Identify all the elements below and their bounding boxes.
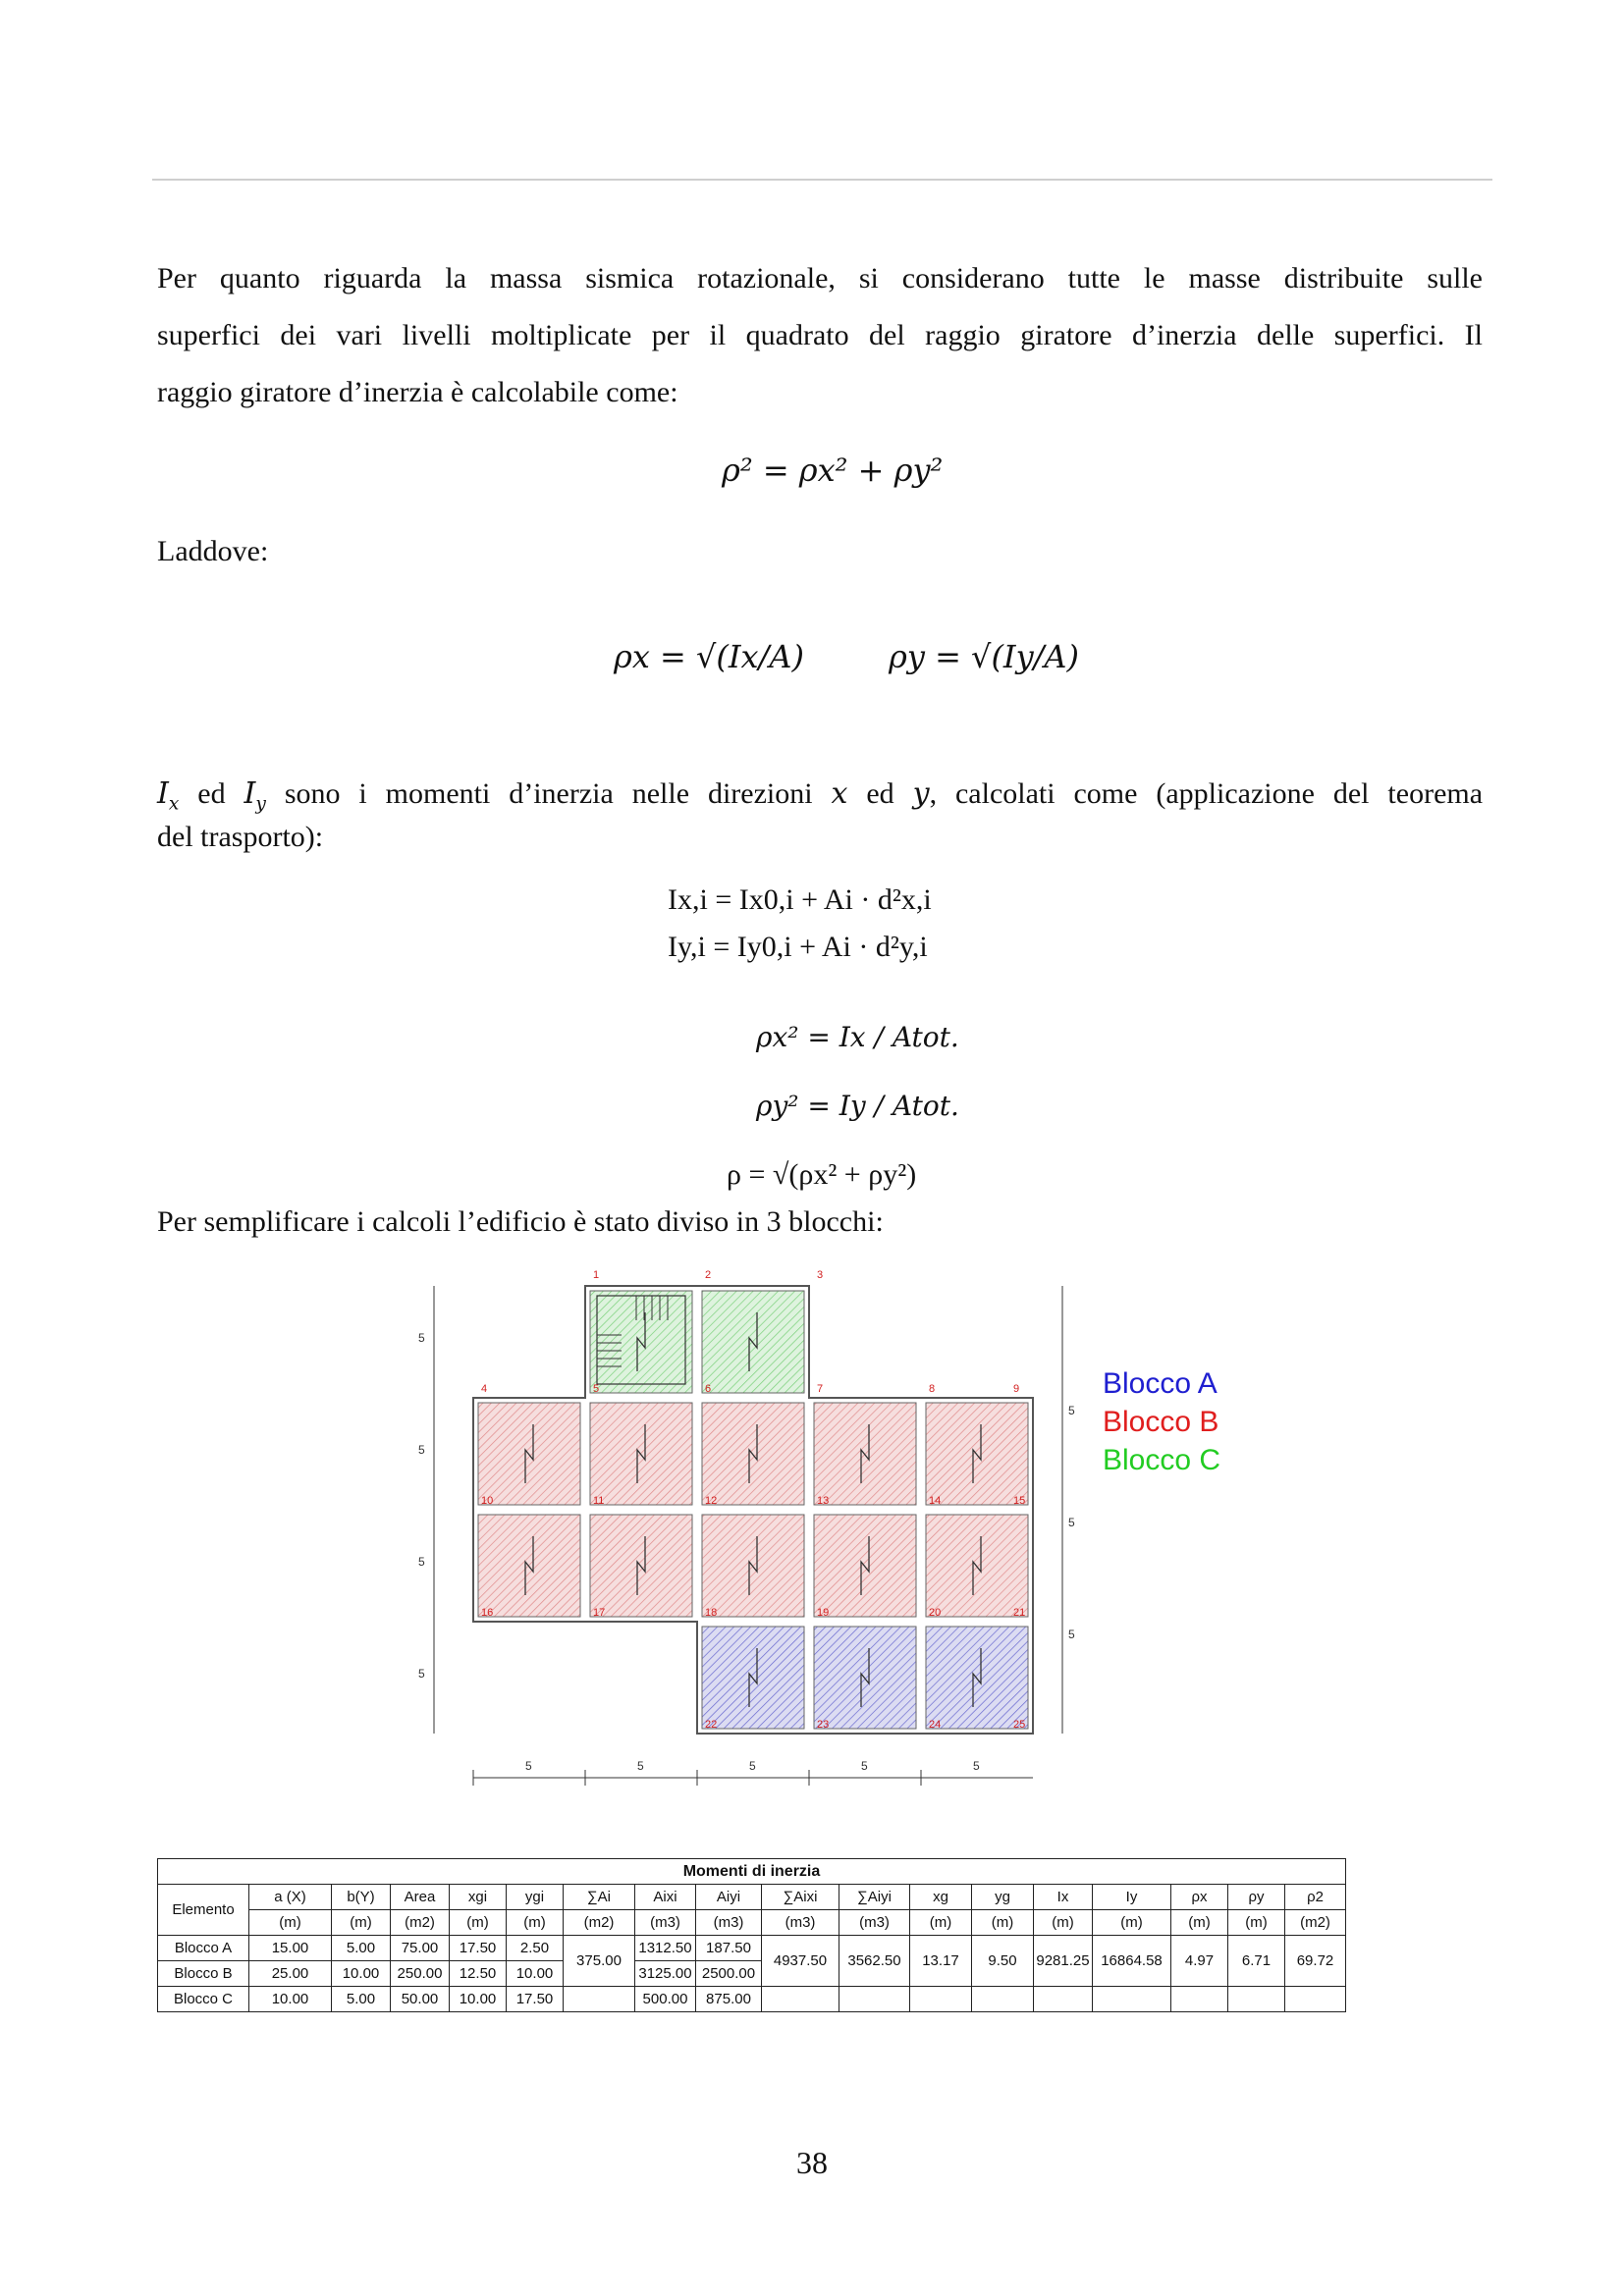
cell-sum-a: 375.00 [564,1936,635,1987]
cell-sum-ax: 4937.50 [762,1936,839,1987]
dimension-label: 5 [1068,1516,1075,1529]
cell-iy: 16864.58 [1093,1936,1171,1987]
node-label: 11 [593,1495,605,1507]
formula-rho-squared [722,452,943,489]
cell: 50.00 [391,1987,450,2012]
legend-blocco-b: Blocco B [1103,1406,1219,1438]
unit-cell: (m) [1171,1910,1228,1936]
dimension-label: 5 [1068,1404,1075,1417]
table-row [158,1987,1346,2012]
cell: 5.00 [332,1936,391,1961]
legend-blocco-a: Blocco A [1103,1367,1218,1400]
cell: 2.50 [507,1936,564,1961]
header-cell: ∑Aixi [762,1885,839,1910]
cell-yg: 9.50 [972,1936,1034,1987]
formula-ix-i: Ix,i = Ix0,i + Ai · d²x,i [668,883,932,916]
node-label: 10 [481,1495,494,1507]
node-label: 7 [817,1383,824,1395]
paragraph-massa-rotazionale [157,250,1483,421]
cell-rhox: 4.97 [1171,1936,1228,1987]
formula-rho: ρ = √(ρx² + ρy²) [727,1158,917,1191]
cell-empty [972,1987,1034,2012]
node-label: 24 [929,1719,942,1731]
node-label: 20 [929,1607,942,1619]
cell-empty [564,1987,635,2012]
paragraph-line: $I_x$ ed $I_y$ sono i momenti d’inerzia nelle direzioni x ed y, calcolati come (applicazione del teorema [157,776,1484,815]
node-label: 4 [481,1383,488,1395]
header-rule [152,179,1492,181]
node-label: 1 [593,1269,600,1281]
header-cell: ∑Aiyi [839,1885,910,1910]
laddove-label: Laddove: [157,535,269,567]
formula-iy-i: Iy,i = Iy0,i + Ai · d²y,i [668,931,928,963]
text-fragment: sono i momenti d’inerzia nelle direzioni [284,777,813,810]
unit-cell: (m) [1228,1910,1285,1936]
header-cell: Aixi [635,1885,696,1910]
cell: 250.00 [391,1961,450,1987]
paragraph-line: Per quanto riguarda la massa sismica rotazionale, si considerano tutte le masse distribuite sulle [157,262,1483,294]
node-label: 5 [593,1383,600,1395]
cell: 10.00 [332,1961,391,1987]
cell-xg: 13.17 [910,1936,972,1987]
unit-cell: (m) [972,1910,1034,1936]
unit-cell: (m3) [762,1910,839,1936]
cell: Blocco B [158,1961,249,1987]
cell-empty [1093,1987,1171,2012]
unit-cell: (m2) [1285,1910,1346,1936]
cell: 17.50 [507,1987,564,2012]
cell: 10.00 [450,1987,507,2012]
header-cell: b(Y) [332,1885,391,1910]
header-cell: ρx [1171,1885,1228,1910]
floor-plan [412,1256,1100,1791]
formula-rho-y-squared: ρy² = Iy / Atot. [756,1090,959,1122]
header-cell: yg [972,1885,1034,1910]
paragraph-blocchi: Per semplificare i calcoli l’edificio è stato diviso in 3 blocchi: [157,1205,884,1238]
cell-empty [910,1987,972,2012]
node-label: 23 [817,1719,830,1731]
cell-empty [1228,1987,1285,2012]
node-label: 13 [817,1495,830,1507]
node-label: 25 [1013,1719,1026,1731]
unit-cell: (m) [1093,1910,1171,1936]
dimension-label: 5 [1068,1628,1075,1641]
dimension-label: 5 [418,1443,425,1457]
header-cell: a (X) [249,1885,332,1910]
cell: 875.00 [696,1987,762,2012]
header-cell: xg [910,1885,972,1910]
header-cell: ρ2 [1285,1885,1346,1910]
node-label: 21 [1013,1607,1026,1619]
header-cell: ∑Ai [564,1885,635,1910]
page-number: 38 [796,2145,828,2180]
node-label: 8 [929,1383,936,1395]
dimension-label: 5 [418,1555,425,1569]
formula-text: ρx = √(Ix/A) [614,638,804,675]
cell: 187.50 [696,1936,762,1961]
node-label: 14 [929,1495,942,1507]
header-cell: Ix [1034,1885,1093,1910]
momenti-inerzia-table [157,1858,1346,2012]
cell: 10.00 [507,1961,564,1987]
node-label: 12 [705,1495,718,1507]
cell: 15.00 [249,1936,332,1961]
text-fragment: ed [866,777,894,810]
paragraph-line: raggio giratore d’inerzia è calcolabile come: [157,376,678,408]
cell: 1312.50 [635,1936,696,1961]
formula-rho-x-squared: ρx² = Ix / Atot. [756,1021,959,1053]
unit-cell: (m) [1034,1910,1093,1936]
unit-cell: (m3) [635,1910,696,1936]
node-label: 22 [705,1719,718,1731]
cell: 2500.00 [696,1961,762,1987]
header-elemento: Elemento [158,1885,249,1936]
unit-cell: (m) [910,1910,972,1936]
cell-sum-ay: 3562.50 [839,1936,910,1987]
legend-blocco-c: Blocco C [1103,1444,1221,1476]
header-cell: ρy [1228,1885,1285,1910]
cell-empty [1285,1987,1346,2012]
dimension-label: 5 [749,1759,756,1773]
cell: Blocco C [158,1987,249,2012]
table-title: Momenti di inerzia [158,1859,1346,1885]
unit-cell: (m) [507,1910,564,1936]
paragraph-line: del trasporto): [157,821,324,853]
dimension-label: 5 [861,1759,868,1773]
cell-rhoy: 6.71 [1228,1936,1285,1987]
unit-cell: (m3) [839,1910,910,1936]
unit-cell: (m) [332,1910,391,1936]
formula-text: ρ² = ρx² + ρy² [722,452,944,489]
node-label: 17 [593,1607,606,1619]
header-cell: Area [391,1885,450,1910]
node-label: 16 [481,1607,494,1619]
dimension-label: 5 [418,1667,425,1681]
unit-cell: (m2) [391,1910,450,1936]
dimension-label: 5 [525,1759,532,1773]
header-cell: xgi [450,1885,507,1910]
cell-ix: 9281.25 [1034,1936,1093,1987]
dimension-label: 5 [418,1331,425,1345]
unit-cell: (m2) [564,1910,635,1936]
node-label: 6 [705,1383,712,1395]
cell-empty [839,1987,910,2012]
formula-rho-x [614,638,804,675]
cell-rho2: 69.72 [1285,1936,1346,1987]
dimension-label: 5 [973,1759,980,1773]
cell-empty [762,1987,839,2012]
cell-empty [1034,1987,1093,2012]
header-cell: ygi [507,1885,564,1910]
unit-cell: (m3) [696,1910,762,1936]
cell-empty [1171,1987,1228,2012]
cell: 25.00 [249,1961,332,1987]
node-label: 15 [1013,1495,1026,1507]
formula-text: ρy = √(Iy/A) [889,638,1080,675]
plan-cells [473,1286,1033,1734]
cell: 12.50 [450,1961,507,1987]
node-label: 3 [817,1269,824,1281]
node-label: 19 [817,1607,830,1619]
cell: 75.00 [391,1936,450,1961]
table-row [158,1936,1346,1961]
node-label: 9 [1013,1383,1020,1395]
cell: 10.00 [249,1987,332,2012]
text-fragment: , calcolati come (applicazione del teorema [929,777,1484,810]
cell: 3125.00 [635,1961,696,1987]
cell: 17.50 [450,1936,507,1961]
unit-cell: (m) [249,1910,332,1936]
ed-word: ed [197,777,226,810]
paragraph-momenti [157,766,1483,866]
cell: Blocco A [158,1936,249,1961]
node-label: 18 [705,1607,718,1619]
dimension-label: 5 [637,1759,644,1773]
unit-cell: (m) [450,1910,507,1936]
cell: 500.00 [635,1987,696,2012]
node-label: 2 [705,1269,712,1281]
formula-rho-y [889,638,1079,675]
header-cell: Iy [1093,1885,1171,1910]
paragraph-line: superfici dei vari livelli moltiplicate per il quadrato del raggio giratore d’inerzia delle superfici. Il [157,319,1483,351]
cell: 5.00 [332,1987,391,2012]
table-header-row [158,1885,1346,1910]
table-units-row [158,1910,1346,1936]
header-cell: Aiyi [696,1885,762,1910]
